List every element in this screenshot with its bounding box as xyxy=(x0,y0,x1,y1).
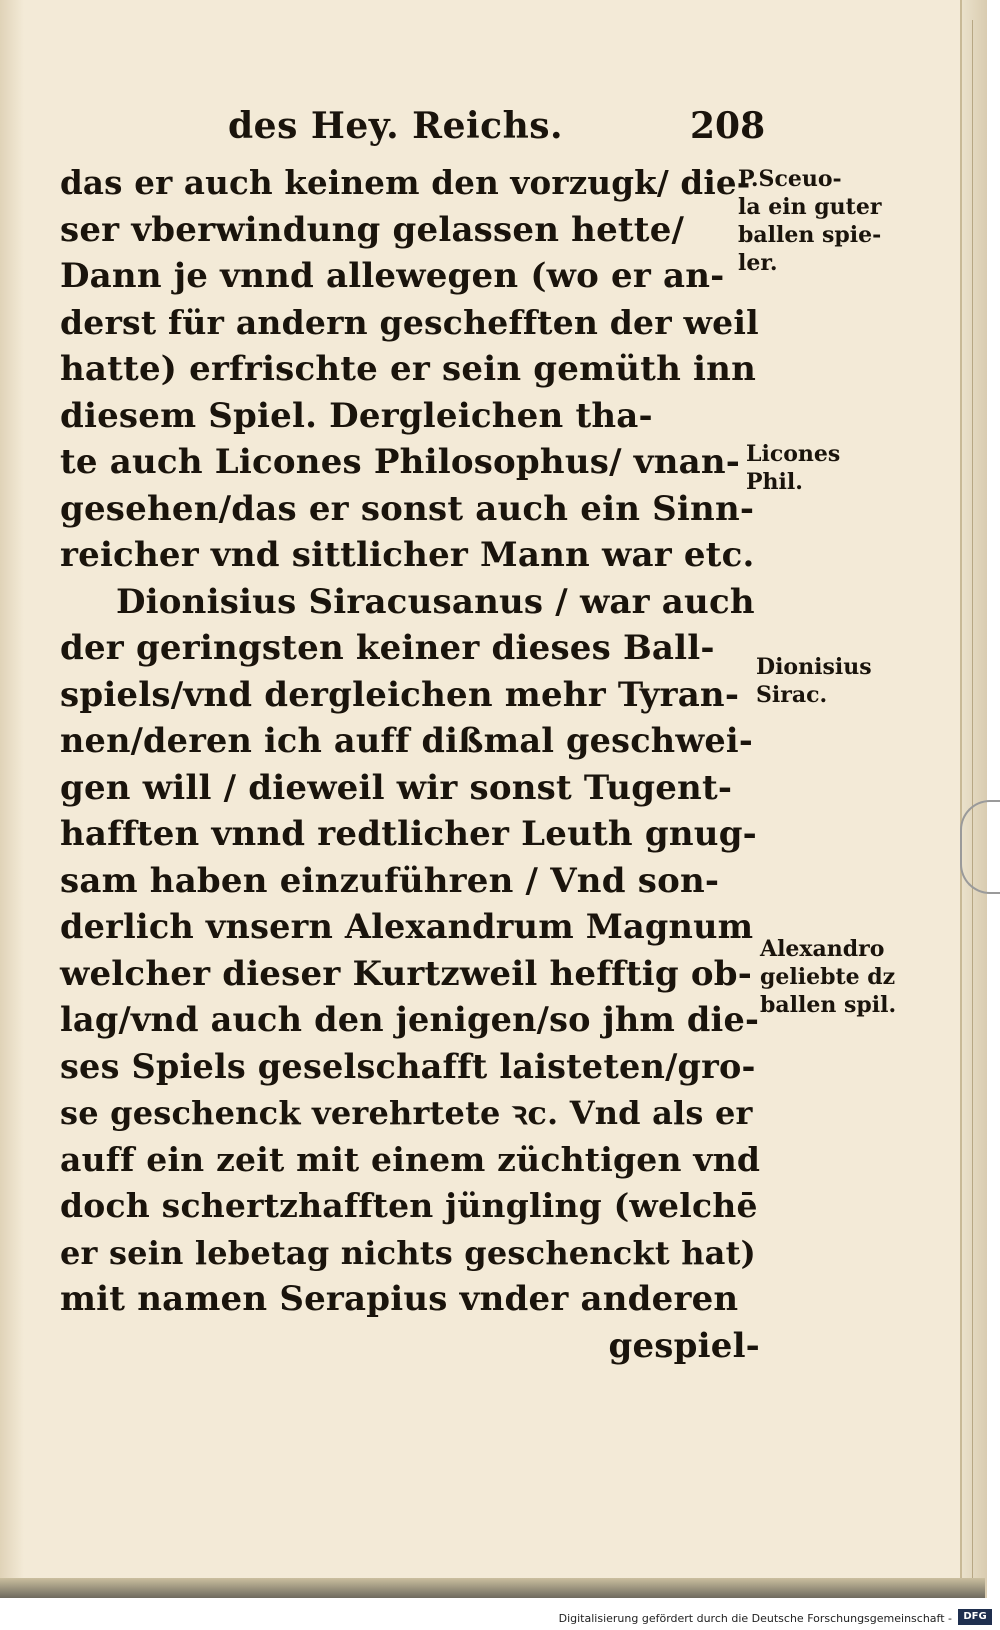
margin-note-licones xyxy=(746,440,840,496)
text-line: hatte) erfrischte er sein gemüth inn xyxy=(60,349,756,389)
text-line: auff ein zeit mit einem züchtigen vnd xyxy=(60,1139,761,1179)
page-clip xyxy=(960,800,1000,894)
text-line: nen/deren ich auff dißmal geschwei- xyxy=(60,721,753,760)
margin-note-line: Dionisius xyxy=(756,654,872,680)
text-line: derlich vnsern Alexandrum Magnum xyxy=(60,907,754,946)
catchword: gespiel- xyxy=(608,1325,760,1366)
text-line: ser vberwindung gelassen hette/ xyxy=(60,209,685,250)
book-gutter xyxy=(0,0,24,1598)
margin-note-line: ler. xyxy=(738,250,778,276)
margin-note-line: geliebte dz xyxy=(760,964,896,990)
page-number: 208 xyxy=(690,105,766,147)
text-line: doch schertzhafften jüngling (welchē xyxy=(60,1186,758,1225)
body-text xyxy=(60,160,760,1369)
text-line: reicher vnd sittlicher Mann war etc. xyxy=(60,535,755,575)
digitization-credit: Digitalisierung gefördert durch die Deutsche Forschungsgemeinschaft - xyxy=(558,1612,952,1625)
text-line: se geschenck verehrtete ꝛc. Vnd als er xyxy=(60,1094,753,1132)
margin-note-line: Licones xyxy=(746,441,841,467)
margin-note-line: la ein guter xyxy=(738,194,882,220)
text-line: der geringsten keiner dieses Ball- xyxy=(60,628,715,668)
margin-note-line: Sirac. xyxy=(756,682,828,708)
margin-note-dionisius xyxy=(756,653,872,709)
text-line: lag/vnd auch den jenigen/so jhm die- xyxy=(60,1000,760,1039)
text-line: Dionisius Siracusanus / war auch xyxy=(116,581,755,622)
margin-note-line: ballen spil. xyxy=(760,992,897,1018)
text-line: Dann je vnnd allewegen (wo er an- xyxy=(60,256,725,296)
text-line: sam haben einzuführen / Vnd son- xyxy=(60,860,720,901)
margin-note-sceuola xyxy=(738,165,881,277)
page-fore-edge xyxy=(960,0,987,1598)
running-title: des Hey. Reichs. xyxy=(228,105,564,147)
text-line: er sein lebetag nichts geschenckt hat) xyxy=(60,1233,756,1272)
text-line: te auch Licones Philosophus/ vnan- xyxy=(60,442,741,482)
dfg-logo: DFG xyxy=(958,1609,992,1625)
text-line: diesem Spiel. Dergleichen tha- xyxy=(60,395,653,436)
text-line: spiels/vnd dergleichen mehr Tyran- xyxy=(60,674,740,715)
text-line: gen will / dieweil wir sonst Tugent- xyxy=(60,767,733,808)
margin-note-alexander xyxy=(760,935,896,1019)
margin-note-line: P.Sceuo- xyxy=(738,166,842,192)
text-line: ses Spiels geselschafft laisteten/gro- xyxy=(60,1046,756,1086)
text-line: das er auch keinem den vorzugk/ die- xyxy=(60,163,751,202)
scan-bottom-shadow xyxy=(0,1578,985,1598)
text-line: mit namen Serapius vnder anderen xyxy=(60,1279,739,1319)
margin-note-line: Phil. xyxy=(746,469,803,495)
margin-note-line: ballen spie- xyxy=(738,222,882,248)
page-edge-line xyxy=(972,20,973,1580)
text-line: gesehen/das er sonst auch ein Sinn- xyxy=(60,488,755,529)
text-line: hafften vnnd redtlicher Leuth gnug- xyxy=(60,814,757,854)
text-line: derst für andern geschefften der weil xyxy=(60,302,759,342)
text-line: welcher dieser Kurtzweil hefftig ob- xyxy=(60,953,753,994)
page-header xyxy=(0,105,960,150)
margin-note-line: Alexandro xyxy=(760,936,885,962)
